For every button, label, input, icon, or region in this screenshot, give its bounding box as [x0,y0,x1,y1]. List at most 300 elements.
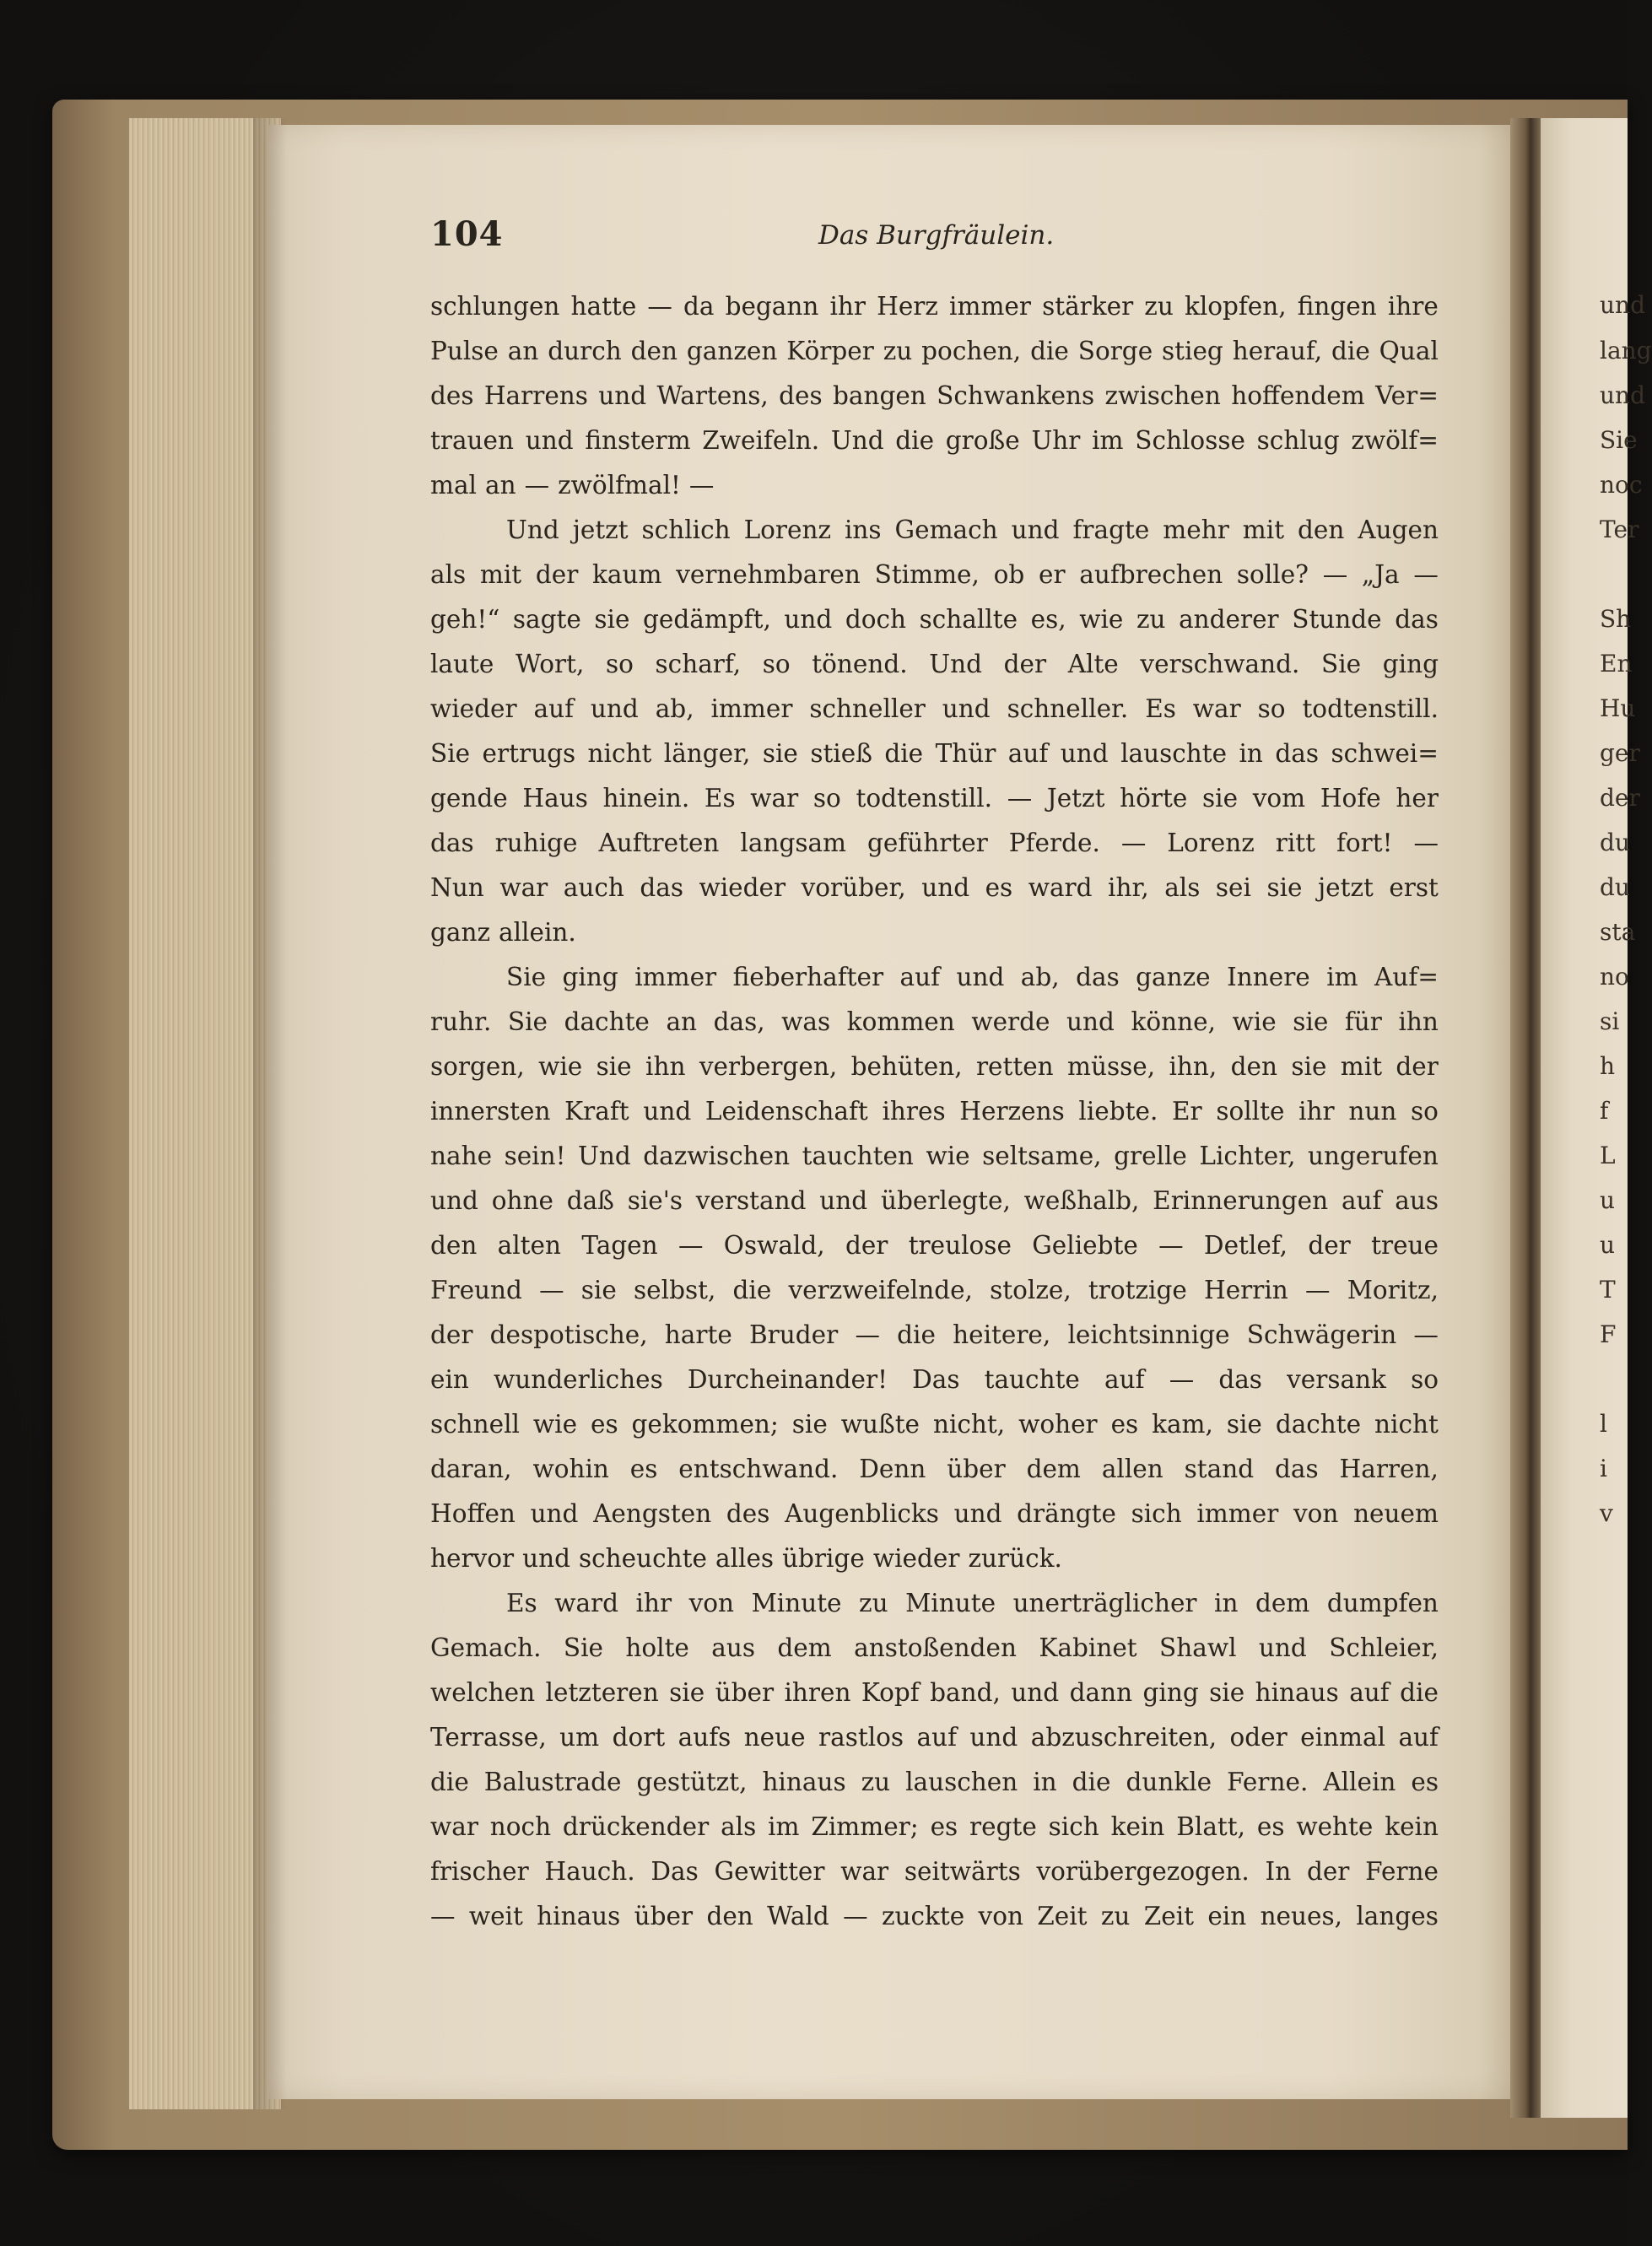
word: gekommen; [631,1410,779,1439]
word: leichtsinnige [1067,1320,1230,1349]
word: neues, [1260,1902,1342,1930]
word: trauen [430,426,515,455]
word: das [640,873,683,902]
word: schwei= [1331,739,1439,768]
right-page-fragment: v [1600,1499,1613,1527]
word: war [750,784,799,813]
word: neue [743,1723,806,1752]
word: und [819,1186,868,1215]
word: der [430,1320,473,1349]
word: hatte [570,292,637,321]
word: die [897,1320,936,1349]
word: immer [710,694,793,723]
text-line [430,955,1439,1000]
word: als [721,1812,757,1841]
text-line [430,1179,1439,1223]
word: Harrens [483,381,588,410]
word: seltsame, [982,1142,1102,1170]
word: und [525,426,574,455]
word: des [430,381,474,410]
word: es [629,1455,658,1483]
word: es [1411,1768,1439,1796]
word: er [1038,560,1066,589]
word: dann [1069,1678,1133,1707]
right-page-fragment: h [1600,1052,1616,1080]
word: auf [1398,1723,1439,1752]
word: auf [533,694,575,723]
word: ob [993,560,1025,589]
word: die [1400,1678,1439,1707]
word: des [779,381,823,410]
word: zu [1136,605,1166,634]
word: entschwand. [678,1455,839,1483]
word: sie [762,739,798,768]
word: Zeit [1037,1902,1088,1930]
word: dem [777,1633,832,1662]
word: — [539,1276,564,1304]
word: ab, [1020,963,1060,991]
word: pochen, [921,337,1022,365]
word: oder [1229,1723,1288,1752]
word: tauchte [984,1365,1080,1394]
word: Das [912,1365,960,1394]
word: zu [883,337,913,365]
word: den [630,337,678,365]
right-page-fragment: En [1600,650,1633,678]
word: war [430,1812,478,1841]
text-line [430,1805,1439,1849]
word: Auf= [1374,963,1439,991]
word: ging [1382,650,1439,678]
word: ins [845,516,882,544]
right-page-fragment: und [1600,381,1645,409]
word: Augenblicks [785,1499,939,1528]
word: nun [1348,1097,1397,1126]
word: die [1072,1768,1111,1796]
word: sie [580,1276,617,1304]
word: wieder [430,694,517,723]
word: wie [1232,1007,1277,1036]
word: ward [1028,873,1093,902]
word: sie [1293,1007,1329,1036]
word: der [1003,650,1047,678]
word: In [1265,1857,1292,1886]
word: sorgen, [430,1052,525,1081]
word: begann [725,292,819,321]
word: auf [1341,1186,1382,1215]
word: des [726,1499,770,1528]
word: — [1413,560,1439,589]
word: laute [430,650,494,678]
text-line [430,1358,1439,1402]
word: auf [1349,1678,1390,1707]
word: und [921,873,970,902]
word: kommen [846,1007,955,1036]
text-line [430,553,1439,597]
word: dort [612,1723,666,1752]
word: ritt [1275,829,1315,857]
text-line [430,418,1439,463]
word: in [1214,1589,1239,1617]
word: woher [1018,1410,1098,1439]
word: und [784,605,833,634]
word: ging [1142,1678,1199,1707]
word: mit [1340,1052,1383,1081]
word: gestützt, [636,1768,748,1796]
text-line [430,776,1439,821]
word: sich [1048,1812,1099,1841]
word: Jetzt [1046,784,1105,813]
word: überlegte, [880,1186,1011,1215]
word: schneller. [1007,694,1129,723]
right-page-fragment: u [1600,1186,1616,1214]
word: die [895,426,935,455]
word: hinaus [1255,1678,1339,1707]
word: Körper [786,337,874,365]
word: war [840,1857,889,1886]
word: holte [625,1633,689,1662]
word: länger, [663,739,751,768]
word: ging [562,963,618,991]
word: die [1030,337,1069,365]
word: rastlos [818,1723,904,1752]
word: die [884,739,924,768]
word: Balustrade [483,1768,622,1796]
word: treue [1371,1231,1439,1260]
word: alles [715,1544,775,1573]
word: ihr [635,1589,672,1617]
word: in [1033,1768,1057,1796]
word: im [768,1812,800,1841]
word: todtenstill. [1302,694,1439,723]
text-line [430,642,1439,687]
word: das [430,829,474,857]
text-line [430,1447,1439,1492]
right-page-fragment: der [1600,784,1640,812]
word: Gemach. [430,1633,542,1662]
word: todtenstill. [856,784,993,813]
word: kein [1110,1812,1165,1841]
word: von [978,1902,1023,1930]
word: Hoffen [430,1499,516,1528]
word: Qual [1379,337,1439,365]
word: sollte [1216,1097,1285,1126]
word: vorüber, [801,873,906,902]
word: Kopf [861,1678,920,1707]
word: das [1275,739,1319,768]
word: schallte [919,605,1018,634]
word: Herrin [1203,1276,1288,1304]
word: Auftreten [598,829,720,857]
word: die [1331,337,1370,365]
word: den [1298,516,1345,544]
word: und [1011,516,1060,544]
word: regte [969,1812,1037,1841]
word: Wald [767,1902,829,1930]
word: Sie [430,739,471,768]
word: dachte [564,1007,650,1036]
word: Minute [905,1589,996,1617]
word: in [1239,739,1263,768]
word: so [1257,694,1286,723]
word: geh!“ [430,605,500,634]
word: Zimmer; [811,1812,919,1841]
word: ward [554,1589,619,1617]
word: — [855,1320,880,1349]
word: Geliebte [1032,1231,1138,1260]
word: immer [949,292,1031,321]
word: und [590,694,639,723]
word: dumpfen [1326,1589,1439,1617]
text-line [430,1313,1439,1358]
word: dunkle [1126,1768,1212,1796]
word: ertrugs [482,739,576,768]
word: Lorenz [743,516,832,544]
word: selbst, [634,1276,716,1304]
word: wie [538,1052,583,1081]
word: zu [1144,292,1174,321]
word: neuem [1353,1499,1439,1528]
word: zuckte [881,1902,965,1930]
word: so [1411,1365,1439,1394]
word: Ver= [1375,381,1439,410]
word: hinaus [537,1902,621,1930]
word: hörte [1120,784,1188,813]
word: hervor [430,1544,515,1573]
word: — [430,1902,456,1930]
word: ganz [430,918,491,947]
word: das, [713,1007,765,1036]
word: schlug [1256,426,1340,455]
right-page-fragment: L [1600,1142,1616,1169]
word: auf [1104,1365,1145,1394]
word: Oswald, [723,1231,825,1260]
word: mit [479,560,522,589]
word: hinein. [602,784,690,813]
word: Gemach [894,516,998,544]
word: lauschte [1120,739,1228,768]
text-line [430,1268,1439,1313]
word: vorübergezogen. [1036,1857,1250,1886]
right-page-fragment: du [1600,829,1630,856]
right-page-fragment: Sie [1600,426,1638,454]
word: Freund [430,1276,522,1304]
word: und [953,1499,1002,1528]
word: erst [1389,873,1439,902]
word: verbergen, [699,1052,838,1081]
word: zurück. [968,1544,1062,1573]
word: ungerufen [1308,1142,1439,1170]
word: und [643,1097,692,1126]
word: klopfen, [1184,292,1287,321]
page-number: 104 [430,214,504,254]
word: so [762,650,791,678]
word: tönend. [812,650,908,678]
word: Bruder [749,1320,839,1349]
word: da [683,292,715,321]
word: Es [506,1589,537,1617]
word: kam, [1152,1410,1213,1439]
word: die [430,1768,469,1796]
word: Herzens [959,1097,1065,1126]
word: Gewitter [714,1857,825,1886]
right-page-fragment: si [1600,1007,1620,1035]
right-page-fragment: ger [1600,739,1640,767]
word: als [430,560,467,589]
word: Wartens, [656,381,769,410]
word: den [430,1231,478,1260]
word: der [1306,1857,1350,1886]
right-page-fragment: noc [1600,471,1643,499]
word: Schleier, [1329,1633,1439,1662]
word: ihre [1387,292,1439,321]
word: innersten [430,1097,551,1126]
word: Denn [859,1455,926,1483]
word: und [956,963,1005,991]
right-page-fragment: du [1600,873,1630,901]
word: auf [899,963,941,991]
word: Moritz, [1347,1276,1439,1304]
word: Zweifeln. [702,426,820,455]
text-line [430,329,1439,374]
word: aufs [678,1723,732,1752]
word: langes [1356,1902,1439,1930]
word: es [1256,1812,1285,1841]
word: unerträglicher [1012,1589,1197,1617]
word: für [1344,1007,1382,1036]
word: despotische, [489,1320,648,1349]
word: Herz [877,292,938,321]
word: kein [1385,1812,1439,1841]
word: über [947,1455,1006,1483]
word: alten [497,1231,561,1260]
word: wie [1079,605,1124,634]
word: werde [971,1007,1050,1036]
word: müsse, [1067,1052,1156,1081]
text-line [430,1581,1439,1626]
word: sie [1202,784,1239,813]
right-page-fragment: sta [1600,918,1636,946]
word: sie [1226,1410,1262,1439]
right-page-fragment: f [1600,1097,1609,1125]
word: Es [704,784,736,813]
word: geführter [867,829,988,857]
word: Leidenschaft [705,1097,868,1126]
word: sie [669,1678,705,1707]
word: auf [1007,739,1049,768]
text-line [430,821,1439,866]
word: schlungen [430,292,560,321]
word: solle? [1236,560,1309,589]
right-page [1541,118,1652,2118]
word: ihr, [1108,873,1149,902]
word: gedämpft, [643,605,771,634]
word: Detlef, [1203,1231,1288,1260]
word: fort! [1336,829,1393,857]
word: die [732,1276,772,1304]
word: zu [1100,1902,1131,1930]
word: an [666,1007,698,1036]
word: fragte [1072,516,1150,544]
word: hoffendem [1231,381,1365,410]
word: und [942,694,991,723]
word: zwischen [1104,381,1221,410]
text-line [430,1715,1439,1760]
word: den [1230,1052,1278,1081]
text-line [430,1402,1439,1447]
text-line [430,1000,1439,1045]
word: Harren, [1339,1455,1439,1483]
page-edge-shadow [253,118,287,2109]
word: Stimme, [874,560,980,589]
word: Hofe [1320,784,1381,813]
word: aufbrechen [1079,560,1223,589]
word: fingen [1297,292,1377,321]
word: ihres [882,1097,946,1126]
word: Uhr [1031,426,1081,455]
word: scharf, [655,650,742,678]
word: anstoßenden [854,1633,1017,1662]
word: an [507,337,539,365]
word: weit [468,1902,523,1930]
word: Shawl [1159,1633,1237,1662]
word: war [499,873,548,902]
word: kaum [592,560,662,589]
word: dem [1026,1455,1081,1483]
text-line [430,1626,1439,1671]
word: ganzen [686,337,778,365]
word: Augen [1358,516,1439,544]
word: ihr [1298,1097,1335,1126]
word: — [1007,784,1033,813]
word: ruhige [494,829,578,857]
word: Thür [935,739,996,768]
word: Und [929,650,983,678]
word: was [781,1007,831,1036]
word: Lorenz [1167,829,1255,857]
text-line [430,374,1439,418]
right-page-fragment: Hu [1600,694,1636,722]
word: nicht [587,739,652,768]
word: es, [1030,605,1066,634]
word: Nun [430,873,484,902]
word: Durcheinander! [687,1365,888,1394]
text-line [430,1671,1439,1715]
word: ein [1207,1902,1247,1930]
word: von [688,1589,735,1617]
word: stieß [810,739,872,768]
word: nahe [430,1142,493,1170]
word: Wort, [515,650,585,678]
right-page-fragment: F [1600,1320,1617,1348]
text-line [430,1760,1439,1805]
word: grelle [1114,1142,1187,1170]
word: sein! [504,1142,566,1170]
word: auch [563,873,624,902]
word: ab, [655,694,694,723]
word: und [969,1723,1018,1752]
word: Erinnerungen [1153,1186,1329,1215]
text-line [430,732,1439,776]
word: allen [1101,1455,1163,1483]
word: welchen [430,1678,536,1707]
word: Haus [522,784,588,813]
word: — [1413,1320,1439,1349]
word: Sorge [1077,337,1153,365]
word: so [813,784,841,813]
word: allein. [499,918,576,947]
word: stieg [1162,337,1223,365]
